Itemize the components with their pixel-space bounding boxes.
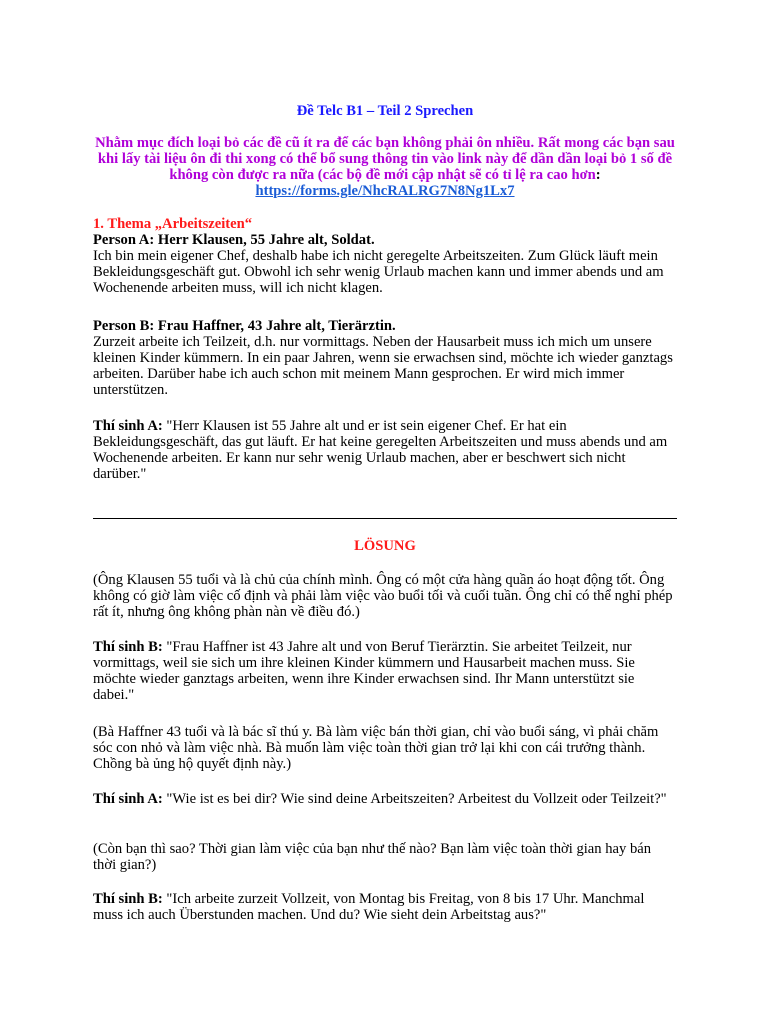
notice-colon: : — [595, 167, 601, 183]
person-b-label: Person B: Frau Haffner, 43 Jahre alt, Tierärztin. — [93, 318, 396, 334]
candidate-a-text: "Wie ist es bei dir? Wie sind deine Arbeitszeiten? Arbeitest du Vollzeit oder Teilzeit?" — [162, 791, 667, 807]
person-b-block — [93, 318, 677, 398]
candidate-b-text: "Ich arbeite zurzeit Vollzeit, von Montag bis Freitag, von 8 bis 17 Uhr. Manchmal muss ich auch Überstunden machen. Und du? Wie sieht dein Arbeitstag aus?" — [93, 891, 645, 923]
candidate-a-answer-2 — [93, 791, 677, 807]
translation-2: (Bà Haffner 43 tuổi và là bác sĩ thú y. Bà làm việc bán thời gian, chỉ vào buổi sáng, vì phải chăm sóc con nhỏ và làm việc nhà. Bà muốn làm việc toàn thời gian trở lại khi con cái trưởng thành. Chồng bà ủng hộ quyết định này.) — [93, 724, 659, 772]
candidate-b-text: "Frau Haffner ist 43 Jahre alt und von Beruf Tierärztin. Sie arbeitet Teilzeit, nur vormittags, weil sie sich um ihre kleinen Kinder kümmern und Hausarbeit machen muss. Sie möchte wieder ganztags arbeiten, wenn ihre Kinder erwachsen sind. Ihr Mann unterstützt sie dabei." — [93, 639, 635, 703]
translation-3: (Còn bạn thì sao? Thời gian làm việc của bạn như thế nào? Bạn làm việc toàn thời gian hay bán thời gian?) — [93, 841, 652, 873]
solution-heading: LÖSUNG — [354, 538, 416, 554]
candidate-b-label: Thí sinh B: — [93, 891, 163, 907]
person-b-text: Zurzeit arbeite ich Teilzeit, d.h. nur vormittags. Neben der Hausarbeit muss ich mich um unsere kleinen Kinder kümmern. In ein paar Jahren, wenn sie erwachsen sind, möchte ich wieder ganztags arbeiten. Darüber habe ich auch schon mit meinem Mann gesprochen. Er wird mich immer unterstützen. — [93, 334, 673, 398]
section-heading: 1. Thema „Arbeitszeiten“ — [93, 216, 253, 232]
section-1 — [93, 216, 677, 296]
candidate-b-label: Thí sinh B: — [93, 639, 163, 655]
person-a-label: Person A: Herr Klausen, 55 Jahre alt, Soldat. — [93, 232, 375, 248]
candidate-a-answer — [93, 418, 677, 482]
candidate-a-text: "Herr Klausen ist 55 Jahre alt und er ist sein eigener Chef. Er hat ein Bekleidungsgeschäft, das gut läuft. Er hat keine geregelten Arbeitszeiten und muss abends und am Wochenende arbeiten. Er kann nur sehr wenig Urlaub machen, aber er beschwert sich nicht darüber." — [93, 418, 668, 482]
candidate-a-label: Thí sinh A: — [93, 791, 163, 807]
candidate-b-answer-1 — [93, 639, 677, 703]
translation-1: (Ông Klausen 55 tuổi và là chủ của chính mình. Ông có một cửa hàng quần áo hoạt động tốt. Ông không có giờ làm việc cố định và phải làm việc vào buổi tối và cuối tuần. Ông chỉ có thể nghỉ phép rất ít, nhưng ông không phàn nàn về điều đó.) — [93, 572, 673, 620]
candidate-a-label: Thí sinh A: — [93, 418, 163, 434]
horizontal-divider — [93, 518, 677, 519]
candidate-b-answer-2 — [93, 891, 677, 923]
notice-paragraph — [93, 135, 677, 199]
person-a-text: Ich bin mein eigener Chef, deshalb habe ich nicht geregelte Arbeitszeiten. Zum Glück läuft mein Bekleidungsgeschäft gut. Obwohl ich sehr wenig Urlaub machen kann und immer abends und am Wochenende arbeiten muss, will ich nicht klagen. — [93, 248, 664, 296]
survey-link[interactable]: https://forms.gle/NhcRALRG7N8Ng1Lx7 — [255, 183, 515, 199]
notice-text: Nhằm mục đích loại bỏ các đề cũ ít ra để các bạn không phải ôn nhiều. Rất mong các bạn sau khi lấy tài liệu ôn đi thi xong có thể bổ sung thông tin vào link này để dần dần loại bỏ 1 số đề không còn được ra nữa (các bộ đề mới cập nhật sẽ có tỉ lệ ra cao hơn — [95, 135, 675, 183]
document-title: Đề Telc B1 – Teil 2 Sprechen — [296, 103, 474, 119]
